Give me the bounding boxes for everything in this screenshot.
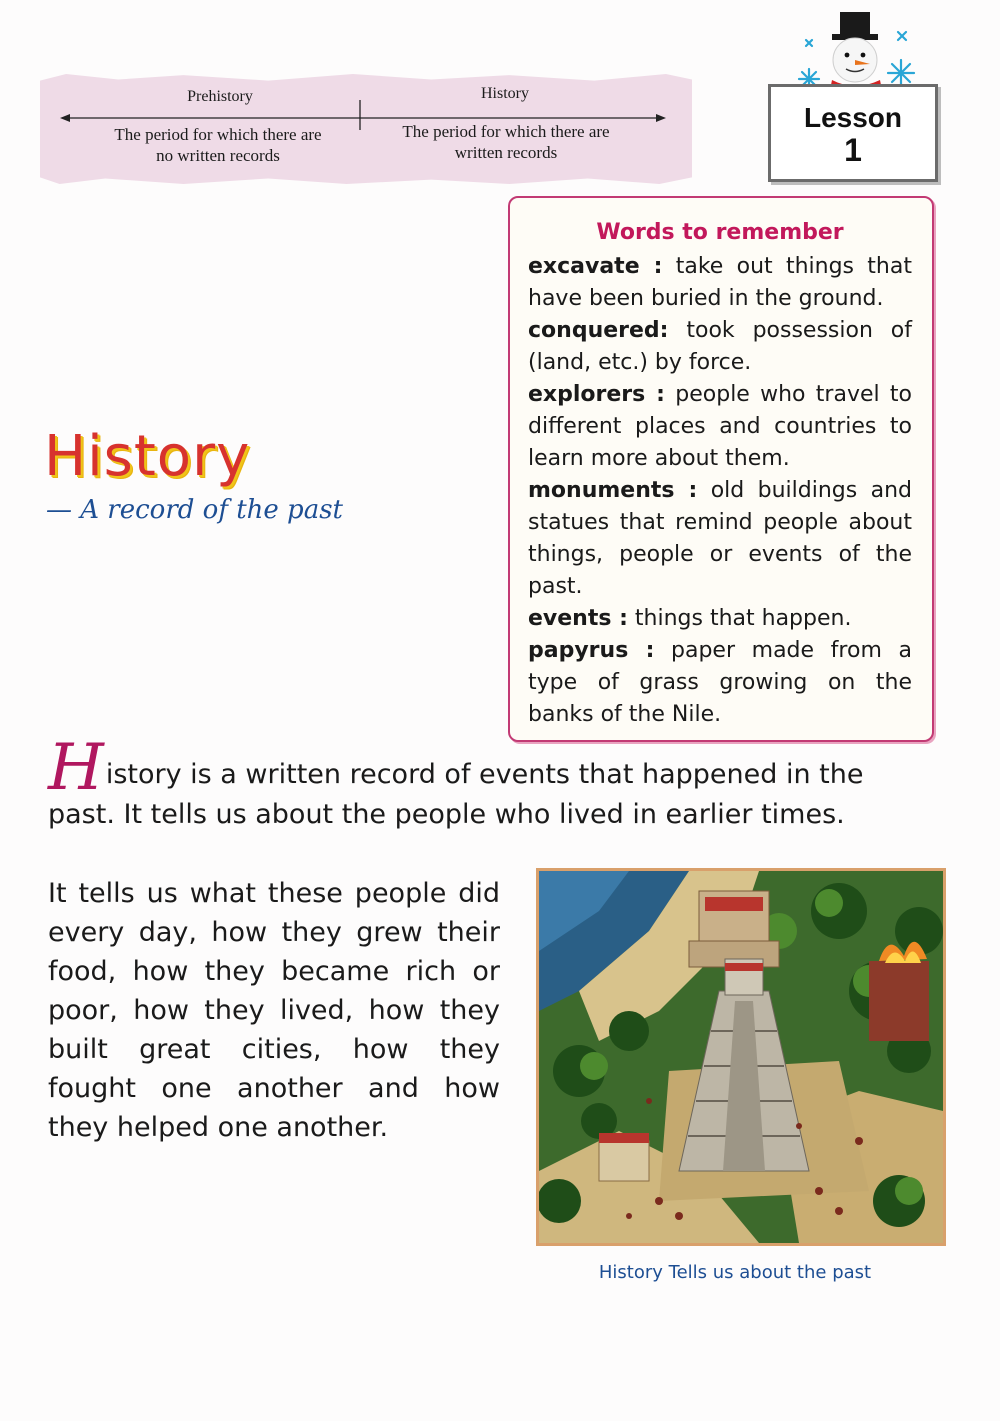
history-label: History [481, 85, 529, 102]
word-definition: took possession of (land, etc.) by force. [528, 318, 912, 375]
word-term: events : [528, 606, 628, 631]
prehistory-desc-line2: no written records [156, 146, 280, 165]
word-term: explorers : [528, 382, 665, 407]
word-definition: things that happen. [627, 606, 852, 631]
word-entry [528, 603, 912, 635]
word-term: excavate : [528, 254, 663, 279]
word-entry [528, 315, 912, 379]
lesson-label: Lesson [803, 102, 903, 133]
prehistory-label: Prehistory [187, 88, 253, 105]
body-paragraph: It tells us what these people did every day, how they grew their food, how they became rich or poor, how they lived, how they built great cities, how they fought one another and how they helped one another. [48, 878, 500, 1143]
figure-caption: History Tells us about the past [598, 1262, 872, 1283]
word-entry [528, 475, 912, 603]
ancient-city-illustration [536, 868, 946, 1246]
prehistory-description [88, 124, 348, 166]
history-desc-line2: written records [454, 143, 558, 162]
word-definition: take out things that have been buried in the ground. [528, 254, 912, 311]
word-entry [528, 379, 912, 475]
history-desc-line1: The period for which there are [402, 122, 610, 141]
word-definition: paper made from a type of grass growing on the banks of the Nile. [528, 638, 912, 727]
word-entry [528, 251, 912, 315]
word-definition: old buildings and statues that remind people about things, people or events of the past. [528, 478, 912, 599]
intro-text: istory is a written record of events that happened in the past. It tells us about the people who lived in earlier times. [48, 759, 864, 830]
drop-cap: H [48, 731, 104, 805]
word-term: conquered: [528, 318, 669, 343]
lesson-number: 1 [844, 132, 862, 168]
intro-paragraph [48, 731, 938, 835]
pyramid-temple-image [539, 871, 943, 1243]
word-entry [528, 635, 912, 731]
word-term: monuments : [528, 478, 698, 503]
words-box-title: Words to remember [596, 220, 844, 245]
lesson-badge [768, 84, 938, 182]
word-term: papyrus : [528, 638, 655, 663]
page-title: History [44, 424, 251, 489]
history-description [376, 121, 636, 163]
prehistory-desc-line1: The period for which there are [114, 125, 322, 144]
words-to-remember-box [508, 196, 934, 742]
word-definition: people who travel to different places and countries to learn more about them. [528, 382, 912, 471]
page-subtitle: — A record of the past [46, 495, 343, 525]
